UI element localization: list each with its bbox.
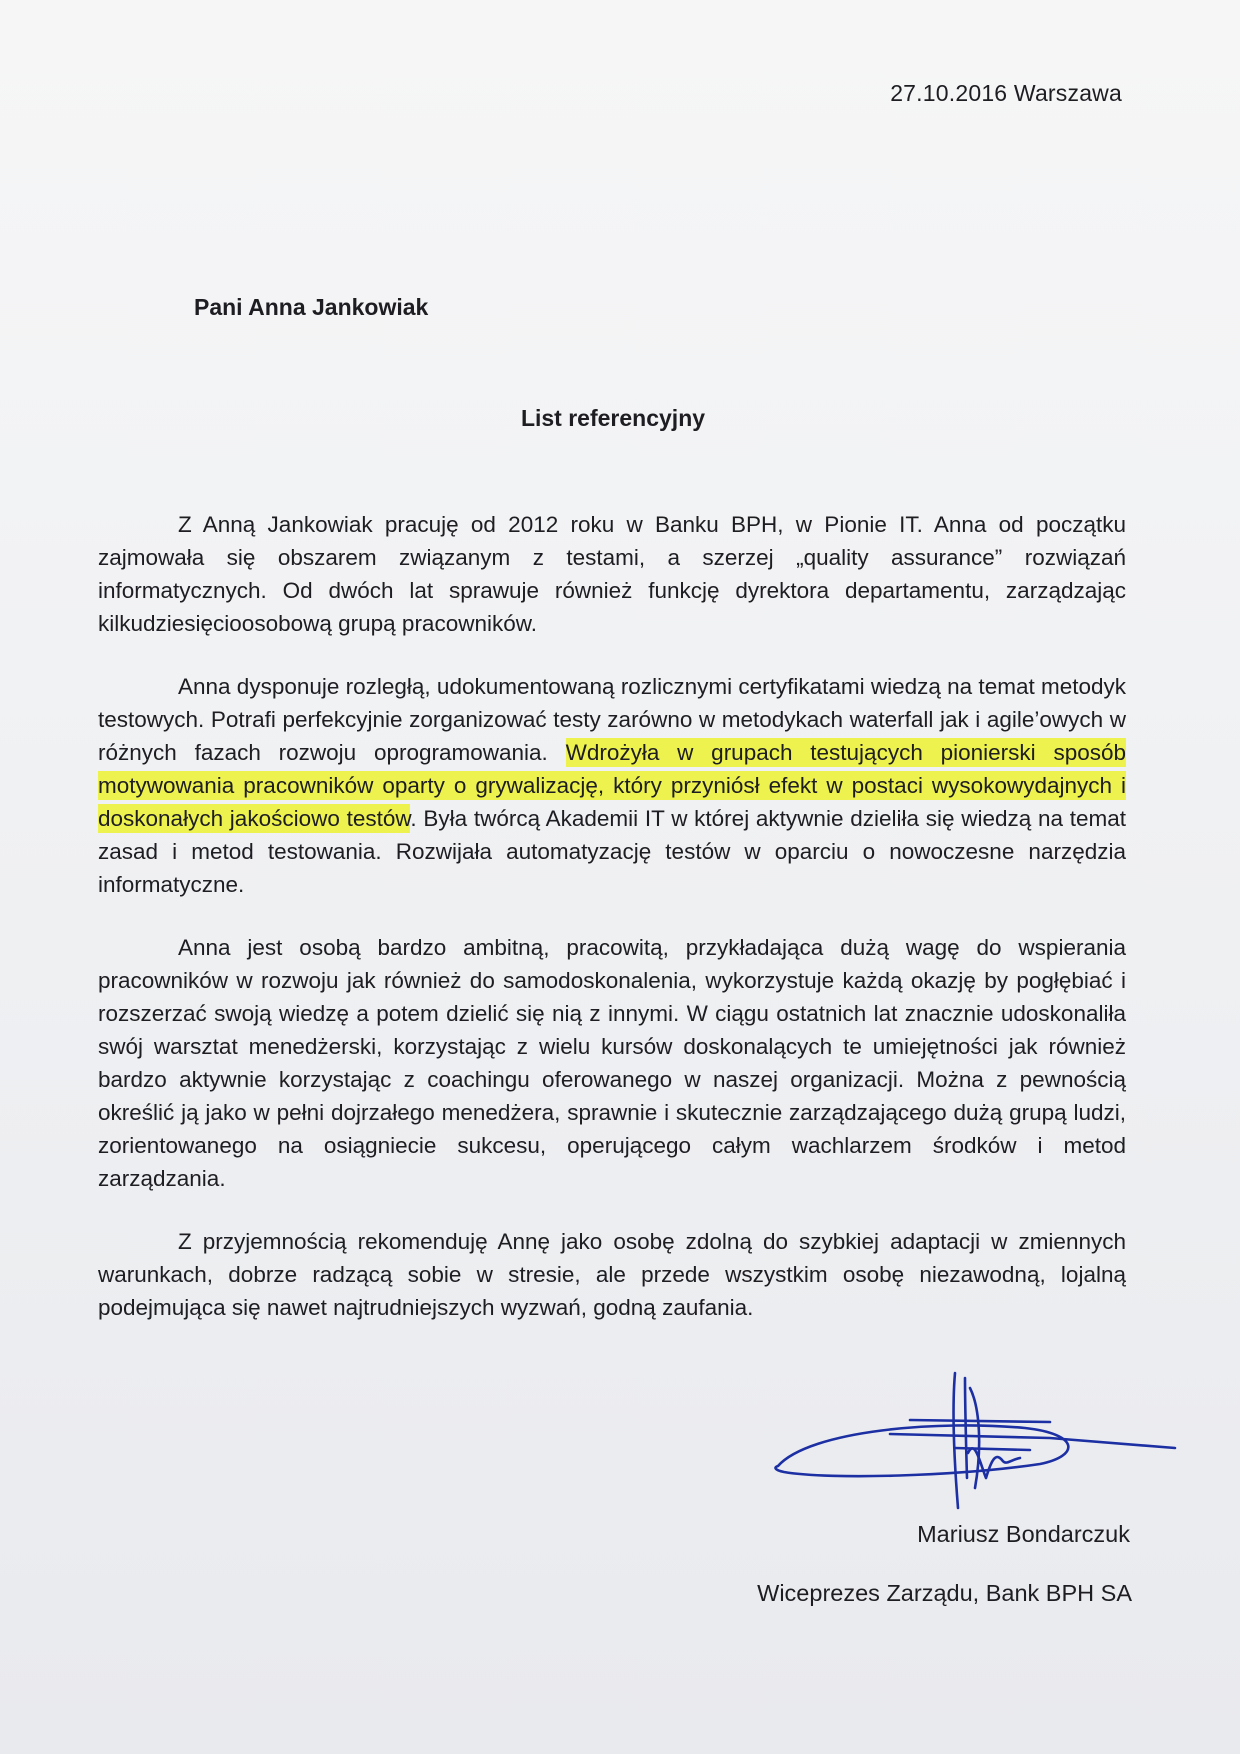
highlighted-text: Wdrożyła w grupach testujących pionierski sposób motywowania pracowników oparty o grywalizację, który przyniósł efekt w postaci wysokowydajnych i doskonałych jakościowo testów	[98, 740, 1126, 831]
letter-title: List referencyjny	[520, 405, 706, 431]
recipient-name: Pani Anna Jankowiak	[194, 294, 429, 320]
paragraph-2	[98, 670, 1126, 901]
date-place: 27.10.2016 Warszawa	[890, 80, 1122, 106]
paragraph-2-end: . Była twórcą Akademii IT w której aktywnie dzieliła się wiedzą na temat zasad i metod testowania. Rozwijała automatyzację testów w oparciu o nowoczesne narzędzia informatyczne.	[98, 806, 1126, 897]
signer-role: Wiceprezes Zarządu, Bank BPH SA	[757, 1580, 1132, 1606]
letter-body	[98, 508, 1126, 1354]
paragraph-1: Z Anną Jankowiak pracuję od 2012 roku w Banku BPH, w Pionie IT. Anna od początku zajmowała się obszarem związanym z testami, a szerzej „quality assurance” rozwiązań informatycznych. Od dwóch lat sprawuje również funkcję dyrektora departamentu, zarządzając kilkudziesięcioosobową grupą pracowników.	[98, 512, 1126, 636]
paragraph-2-start: Anna dysponuje rozległą, udokumentowaną rozlicznymi certyfikatami wiedzą na temat metodyk testowych. Potrafi perfekcyjnie zorganizować testy zarówno w metodykach waterfall jak i agile’owych w różnych fazach rozwoju oprogramowania.	[98, 674, 1126, 765]
signer-name: Mariusz Bondarczuk	[917, 1521, 1130, 1547]
handwritten-signature	[770, 1368, 1190, 1518]
paragraph-3: Anna jest osobą bardzo ambitną, pracowitą, przykładająca dużą wagę do wspierania pracowników w rozwoju jak również do samodoskonalenia, wykorzystuje każdą okazję by pogłębiać i rozszerzać swoją wiedzę a potem dzielić się nią z innymi. W ciągu ostatnich lat znacznie udoskonaliła swój warsztat menedżerski, korzystając z wielu kursów doskonalących te umiejętności jak również bardzo aktywnie korzystając z coachingu oferowanego w naszej organizacji. Można z pewnością określić ją jako w pełni dojrzałego menedżera, sprawnie i skutecznie zarządzającego dużą grupą ludzi, zorientowanego na osiągniecie sukcesu, operującego całym wachlarzem środków i metod zarządzania.	[98, 935, 1126, 1191]
paragraph-4: Z przyjemnością rekomenduję Annę jako osobę zdolną do szybkiej adaptacji w zmiennych warunkach, dobrze radzącą sobie w stresie, ale przede wszystkim osobę niezawodną, lojalną podejmująca się nawet najtrudniejszych wyzwań, godną zaufania.	[98, 1229, 1126, 1320]
